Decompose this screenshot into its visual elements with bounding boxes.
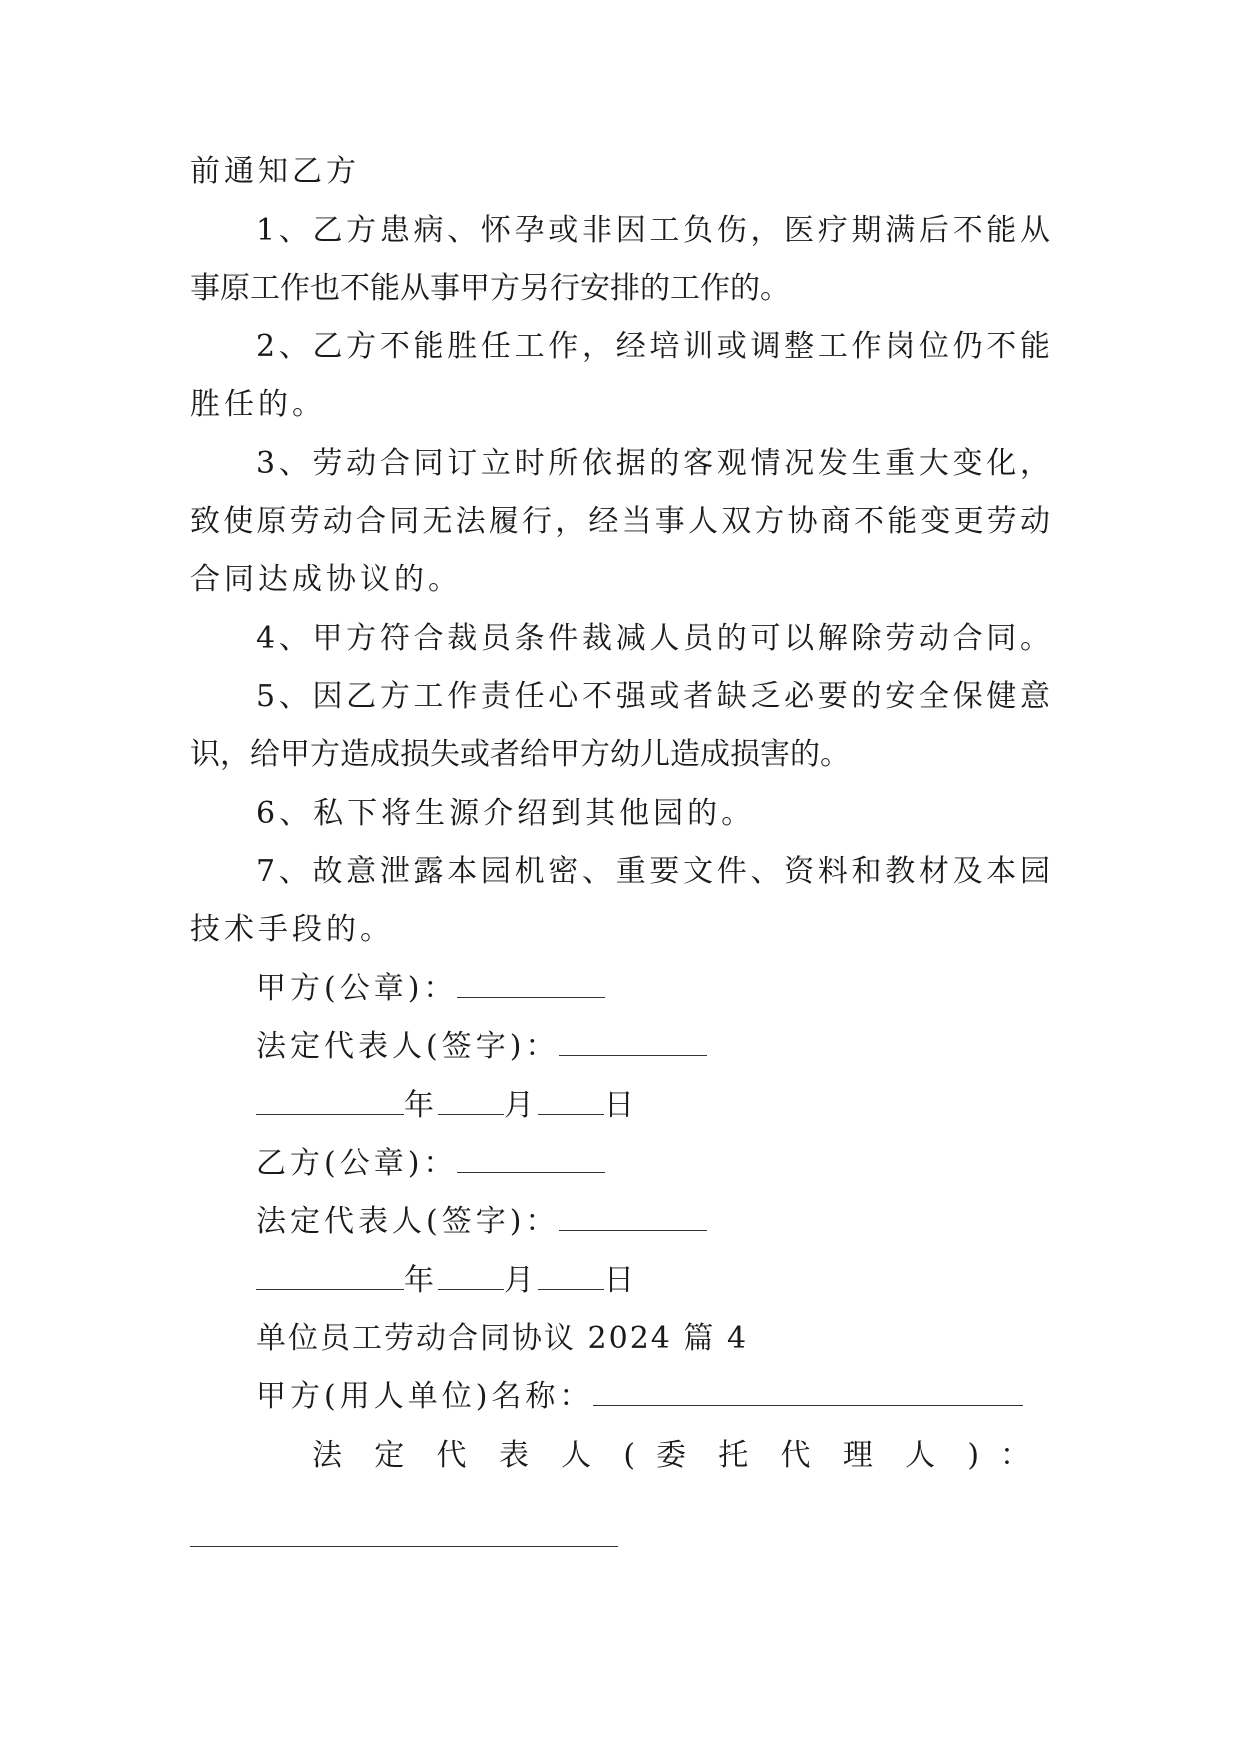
text-line: 合同达成协议的。 [190, 562, 462, 597]
party-b-rep-blank[interactable] [559, 1204, 707, 1231]
party-b-month-blank[interactable] [438, 1263, 504, 1290]
text-line: 7、故意泄露本园机密、重要文件、资料和教材及本园 [256, 854, 1050, 889]
text-line: 4、甲方符合裁员条件裁减人员的可以解除劳动合同。 [256, 621, 1050, 656]
party-b-year-blank[interactable] [256, 1263, 404, 1290]
text-line: 识，给甲方造成损失或者给甲方幼儿造成损害的。 [190, 737, 850, 772]
party-b-day-blank[interactable] [538, 1263, 604, 1290]
year-label: 年 [404, 1263, 438, 1298]
party-b-rep-line [256, 1202, 1050, 1242]
text-line: 技术手段的。 [190, 912, 394, 947]
text-line: 3、劳动合同订立时所依据的客观情况发生重大变化， [256, 446, 1050, 481]
legal-rep-blank[interactable] [190, 1546, 618, 1547]
party-a-month-blank[interactable] [438, 1088, 504, 1115]
section-title: 单位员工劳动合同协议 2024 篇 4 [256, 1321, 749, 1356]
employer-name-blank[interactable] [593, 1379, 1023, 1406]
employer-name-line [256, 1377, 1050, 1417]
month-label: 月 [504, 1088, 538, 1123]
text-line: 6、私下将生源介绍到其他园的。 [256, 796, 756, 831]
party-b-seal-line [256, 1144, 1050, 1184]
party-a-date-line [256, 1086, 1050, 1126]
day-label: 日 [604, 1263, 638, 1298]
party-a-seal-line [256, 969, 1050, 1009]
party-b-rep-label: 法定代表人(签字)： [256, 1204, 560, 1239]
text-line: 1、乙方患病、怀孕或非因工负伤，医疗期满后不能从 [256, 213, 1050, 248]
legal-rep-label: 法 定 代 表 人 ( 委 托 代 理 人 ) ： [312, 1438, 1030, 1473]
party-b-seal-label: 乙方(公章)： [256, 1146, 458, 1181]
party-a-seal-label: 甲方(公章)： [256, 971, 458, 1006]
month-label: 月 [504, 1263, 538, 1298]
text-line: 胜任的。 [190, 387, 326, 422]
party-a-rep-line [256, 1027, 1050, 1067]
text-line: 2、乙方不能胜任工作，经培训或调整工作岗位仍不能 [256, 329, 1050, 364]
text-line: 事原工作也不能从事甲方另行安排的工作的。 [190, 271, 790, 306]
party-a-year-blank[interactable] [256, 1088, 404, 1115]
year-label: 年 [404, 1088, 438, 1123]
party-b-seal-blank[interactable] [457, 1146, 605, 1173]
day-label: 日 [604, 1088, 638, 1123]
party-b-date-line [256, 1261, 1050, 1301]
party-a-rep-label: 法定代表人(签字)： [256, 1029, 560, 1064]
text-line: 前通知乙方 [190, 154, 360, 189]
party-a-rep-blank[interactable] [559, 1029, 707, 1056]
party-a-seal-blank[interactable] [457, 971, 605, 998]
text-line: 致使原劳动合同无法履行，经当事人双方协商不能变更劳动 [190, 504, 1050, 539]
party-a-day-blank[interactable] [538, 1088, 604, 1115]
text-line: 5、因乙方工作责任心不强或者缺乏必要的安全保健意 [256, 679, 1050, 714]
employer-name-label: 甲方(用人单位)名称： [256, 1379, 594, 1414]
